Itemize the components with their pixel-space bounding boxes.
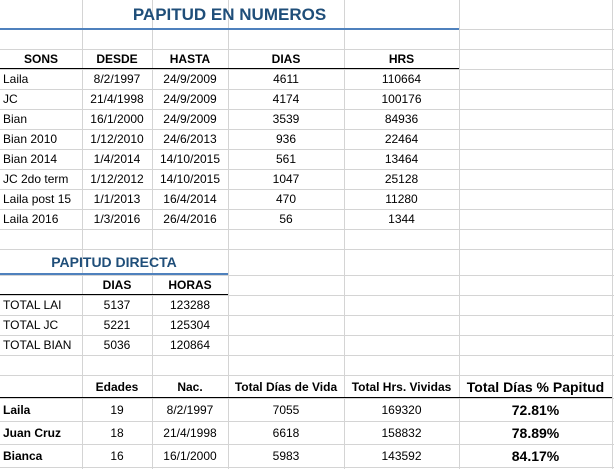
row-dias[interactable]: 3539: [272, 112, 300, 126]
row-horas[interactable]: 125304: [169, 318, 211, 332]
col-header-horas[interactable]: HORAS: [168, 278, 212, 292]
header-border: [0, 397, 612, 398]
row-total-dias[interactable]: 6618: [272, 426, 300, 440]
row-total-dias[interactable]: 5983: [272, 449, 300, 463]
row-desde[interactable]: 1/3/2016: [93, 212, 141, 226]
col-header-hrs[interactable]: HRS: [388, 52, 415, 66]
row-label[interactable]: TOTAL BIAN: [3, 338, 72, 352]
row-dias[interactable]: 470: [275, 192, 297, 206]
row-desde[interactable]: 8/2/1997: [93, 72, 141, 86]
row-dias[interactable]: 561: [275, 152, 297, 166]
row-hrs[interactable]: 22464: [384, 132, 419, 146]
row-label[interactable]: Laila post 15: [3, 192, 72, 206]
row-dias[interactable]: 5221: [103, 318, 131, 332]
row-desde[interactable]: 1/12/2010: [90, 132, 144, 146]
row-label[interactable]: Bianca: [3, 449, 43, 463]
main-title: PAPITUD EN NUMEROS: [132, 5, 327, 24]
row-edad[interactable]: 18: [110, 426, 124, 440]
row-desde[interactable]: 1/12/2012: [90, 172, 144, 186]
row-label[interactable]: Bian: [3, 112, 28, 126]
row-hasta[interactable]: 24/9/2009: [163, 112, 217, 126]
row-hasta[interactable]: 24/9/2009: [163, 92, 217, 106]
row-label[interactable]: Laila: [3, 403, 31, 417]
col-header-edades[interactable]: Edades: [95, 380, 139, 394]
row-hasta[interactable]: 24/6/2013: [163, 132, 217, 146]
row-desde[interactable]: 1/1/2013: [93, 192, 141, 206]
grid-line: [0, 467, 614, 468]
row-papitud-pct[interactable]: 78.89%: [511, 425, 560, 441]
row-hasta[interactable]: 26/4/2016: [163, 212, 217, 226]
row-total-hrs[interactable]: 169320: [381, 403, 422, 417]
col-header-sons[interactable]: SONS: [23, 52, 58, 66]
row-label[interactable]: JC: [3, 92, 18, 106]
row-label[interactable]: Bian 2014: [3, 152, 58, 166]
row-hasta[interactable]: 16/4/2014: [163, 192, 217, 206]
row-dias[interactable]: 5036: [103, 338, 131, 352]
row-nac[interactable]: 16/1/2000: [163, 449, 217, 463]
row-nac[interactable]: 21/4/1998: [163, 426, 217, 440]
col-header-hasta[interactable]: HASTA: [169, 52, 211, 66]
row-total-hrs[interactable]: 158832: [381, 426, 422, 440]
row-hasta[interactable]: 24/9/2009: [163, 72, 217, 86]
row-label[interactable]: JC 2do term: [3, 172, 69, 186]
grid-line: [0, 249, 614, 250]
title-underline: [0, 28, 459, 30]
row-desde[interactable]: 21/4/1998: [90, 92, 144, 106]
row-dias[interactable]: 1047: [272, 172, 300, 186]
row-edad[interactable]: 19: [110, 403, 124, 417]
col-header-papitud-pct[interactable]: Total Días % Papitud: [466, 379, 605, 395]
row-hasta[interactable]: 14/10/2015: [159, 172, 221, 186]
row-label[interactable]: Laila 2016: [3, 212, 59, 226]
col-header-dias[interactable]: DIAS: [271, 52, 301, 66]
grid-line: [0, 355, 614, 356]
row-hrs[interactable]: 100176: [381, 92, 422, 106]
row-hrs[interactable]: 25128: [384, 172, 419, 186]
row-edad[interactable]: 16: [110, 449, 124, 463]
row-desde[interactable]: 1/4/2014: [93, 152, 141, 166]
col-header-total-hrs-vividas[interactable]: Total Hrs. Vividas: [351, 380, 452, 394]
row-dias[interactable]: 4611: [273, 72, 299, 86]
row-label[interactable]: TOTAL JC: [3, 318, 59, 332]
row-dias[interactable]: 56: [279, 212, 293, 226]
row-label[interactable]: Bian 2010: [3, 132, 58, 146]
row-hrs[interactable]: 110664: [381, 72, 422, 86]
row-hrs[interactable]: 11280: [385, 192, 418, 206]
row-hasta[interactable]: 14/10/2015: [159, 152, 221, 166]
col-header-nac[interactable]: Nac.: [177, 380, 203, 394]
col-header-dias[interactable]: DIAS: [102, 278, 132, 292]
col-header-desde[interactable]: DESDE: [96, 52, 138, 66]
row-papitud-pct[interactable]: 72.81%: [511, 402, 560, 418]
row-dias[interactable]: 936: [275, 132, 297, 146]
row-label[interactable]: Juan Cruz: [3, 426, 62, 440]
row-dias[interactable]: 5137: [103, 298, 131, 312]
row-hrs[interactable]: 1344: [388, 212, 415, 226]
col-header-total-dias-vida[interactable]: Total Días de Vida: [234, 380, 338, 394]
grid-line: [0, 229, 614, 230]
row-hrs[interactable]: 13464: [384, 152, 419, 166]
row-hrs[interactable]: 84936: [384, 112, 419, 126]
row-horas[interactable]: 120864: [169, 338, 211, 352]
row-total-dias[interactable]: 7055: [272, 403, 300, 417]
row-dias[interactable]: 4174: [272, 92, 300, 106]
row-papitud-pct[interactable]: 84.17%: [511, 448, 560, 464]
row-nac[interactable]: 8/2/1997: [166, 403, 214, 417]
directa-title: PAPITUD DIRECTA: [51, 254, 177, 270]
row-total-hrs[interactable]: 143592: [381, 449, 422, 463]
row-desde[interactable]: 16/1/2000: [90, 112, 144, 126]
row-label[interactable]: TOTAL LAI: [3, 298, 62, 312]
row-label[interactable]: Laila: [3, 72, 29, 86]
row-horas[interactable]: 123288: [169, 298, 211, 312]
